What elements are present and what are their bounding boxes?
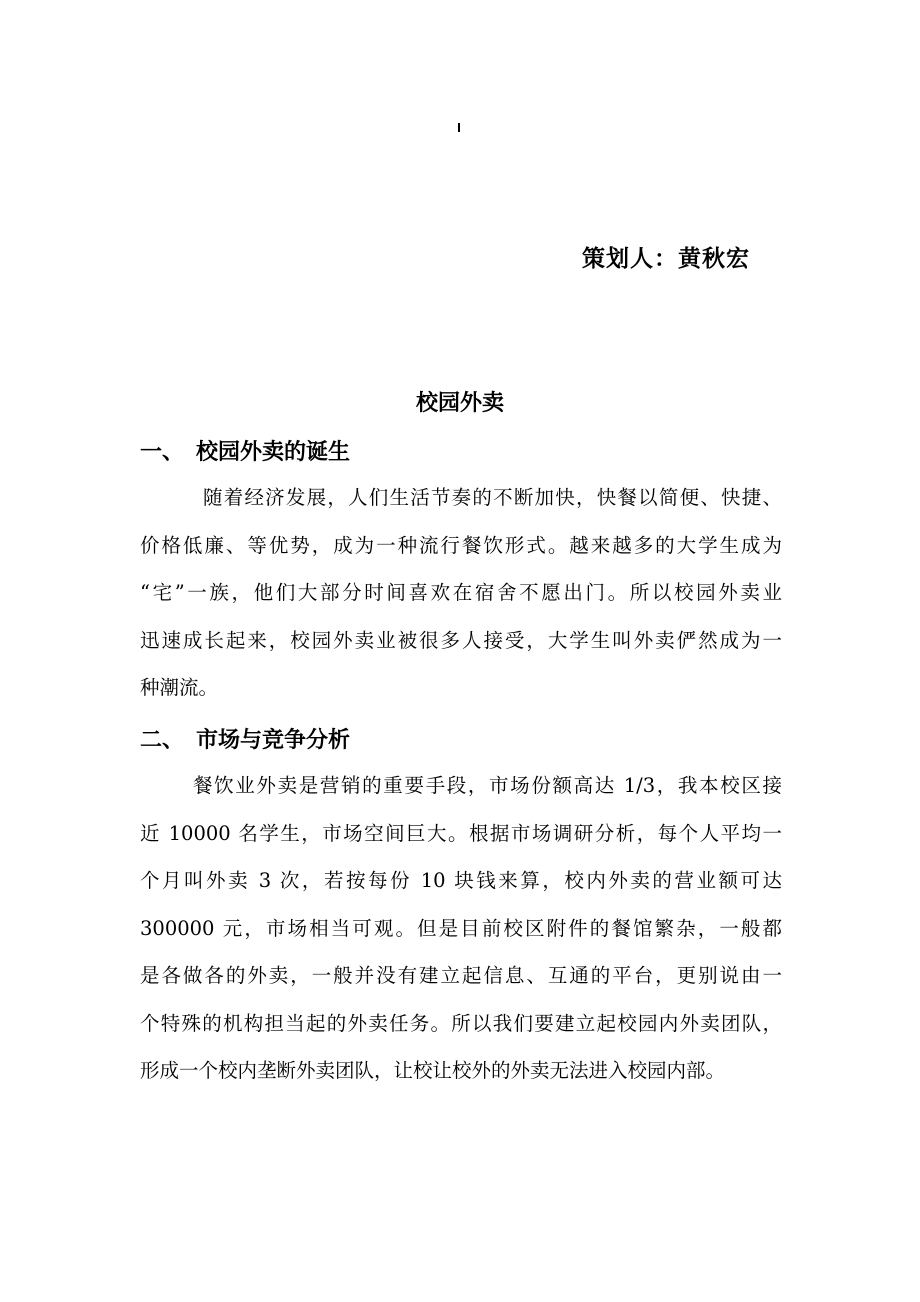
planner-credit: 策划人：黄秋宏 (582, 246, 750, 272)
section-paragraph-1 (140, 474, 782, 712)
paragraph-line: 近 10000 名学生，市场空间巨大。根据市场调研分析，每个人平均一 (140, 821, 782, 845)
section-number-1: 一、 (140, 440, 185, 465)
paragraph-line: 价格低廉、等优势，成为一种流行餐饮形式。越来越多的大学生成为 (140, 533, 782, 557)
document-title: 校园外卖 (415, 391, 504, 416)
section-number-2: 二、 (140, 728, 185, 753)
paragraph-line: 迅速成长起来，校园外卖业被很多人接受，大学生叫外卖俨然成为一 (140, 628, 782, 652)
paragraph-line: 个月叫外卖 3 次，若按每份 10 块钱来算，校内外卖的营业额可达 (140, 869, 782, 892)
section-title-2: 市场与竞争分析 (196, 728, 351, 753)
paragraph-line: 种潮流。 (140, 676, 219, 699)
paragraph-line: 是各做各的外卖，一般并没有建立起信息、互通的平台，更别说由一 (140, 964, 782, 987)
paragraph-line: 个特殊的机构担当起的外卖任务。所以我们要建立起校园内外卖团队， (140, 1011, 782, 1035)
page-mark (458, 123, 460, 132)
section-heading-1 (140, 435, 350, 466)
paragraph-line: 形成一个校内垄断外卖团队，让校让校外的外卖无法进入校园内部。 (140, 1059, 726, 1082)
paragraph-line: 随着经济发展，人们生活节奏的不断加快，快餐以简便、快捷、 (203, 486, 782, 509)
section-paragraph-2 (140, 762, 782, 1095)
paragraph-line: “宅”一族，他们大部分时间喜欢在宿舍不愿出门。所以校园外卖业 (140, 581, 782, 604)
section-title-1: 校园外卖的诞生 (196, 440, 351, 465)
paragraph-line: 300000 元，市场相当可观。但是目前校区附件的餐馆繁杂，一般都 (140, 916, 782, 940)
section-heading-2 (140, 723, 350, 754)
paragraph-line: 餐饮业外卖是营销的重要手段，市场份额高达 1/3，我本校区接 (193, 774, 782, 797)
